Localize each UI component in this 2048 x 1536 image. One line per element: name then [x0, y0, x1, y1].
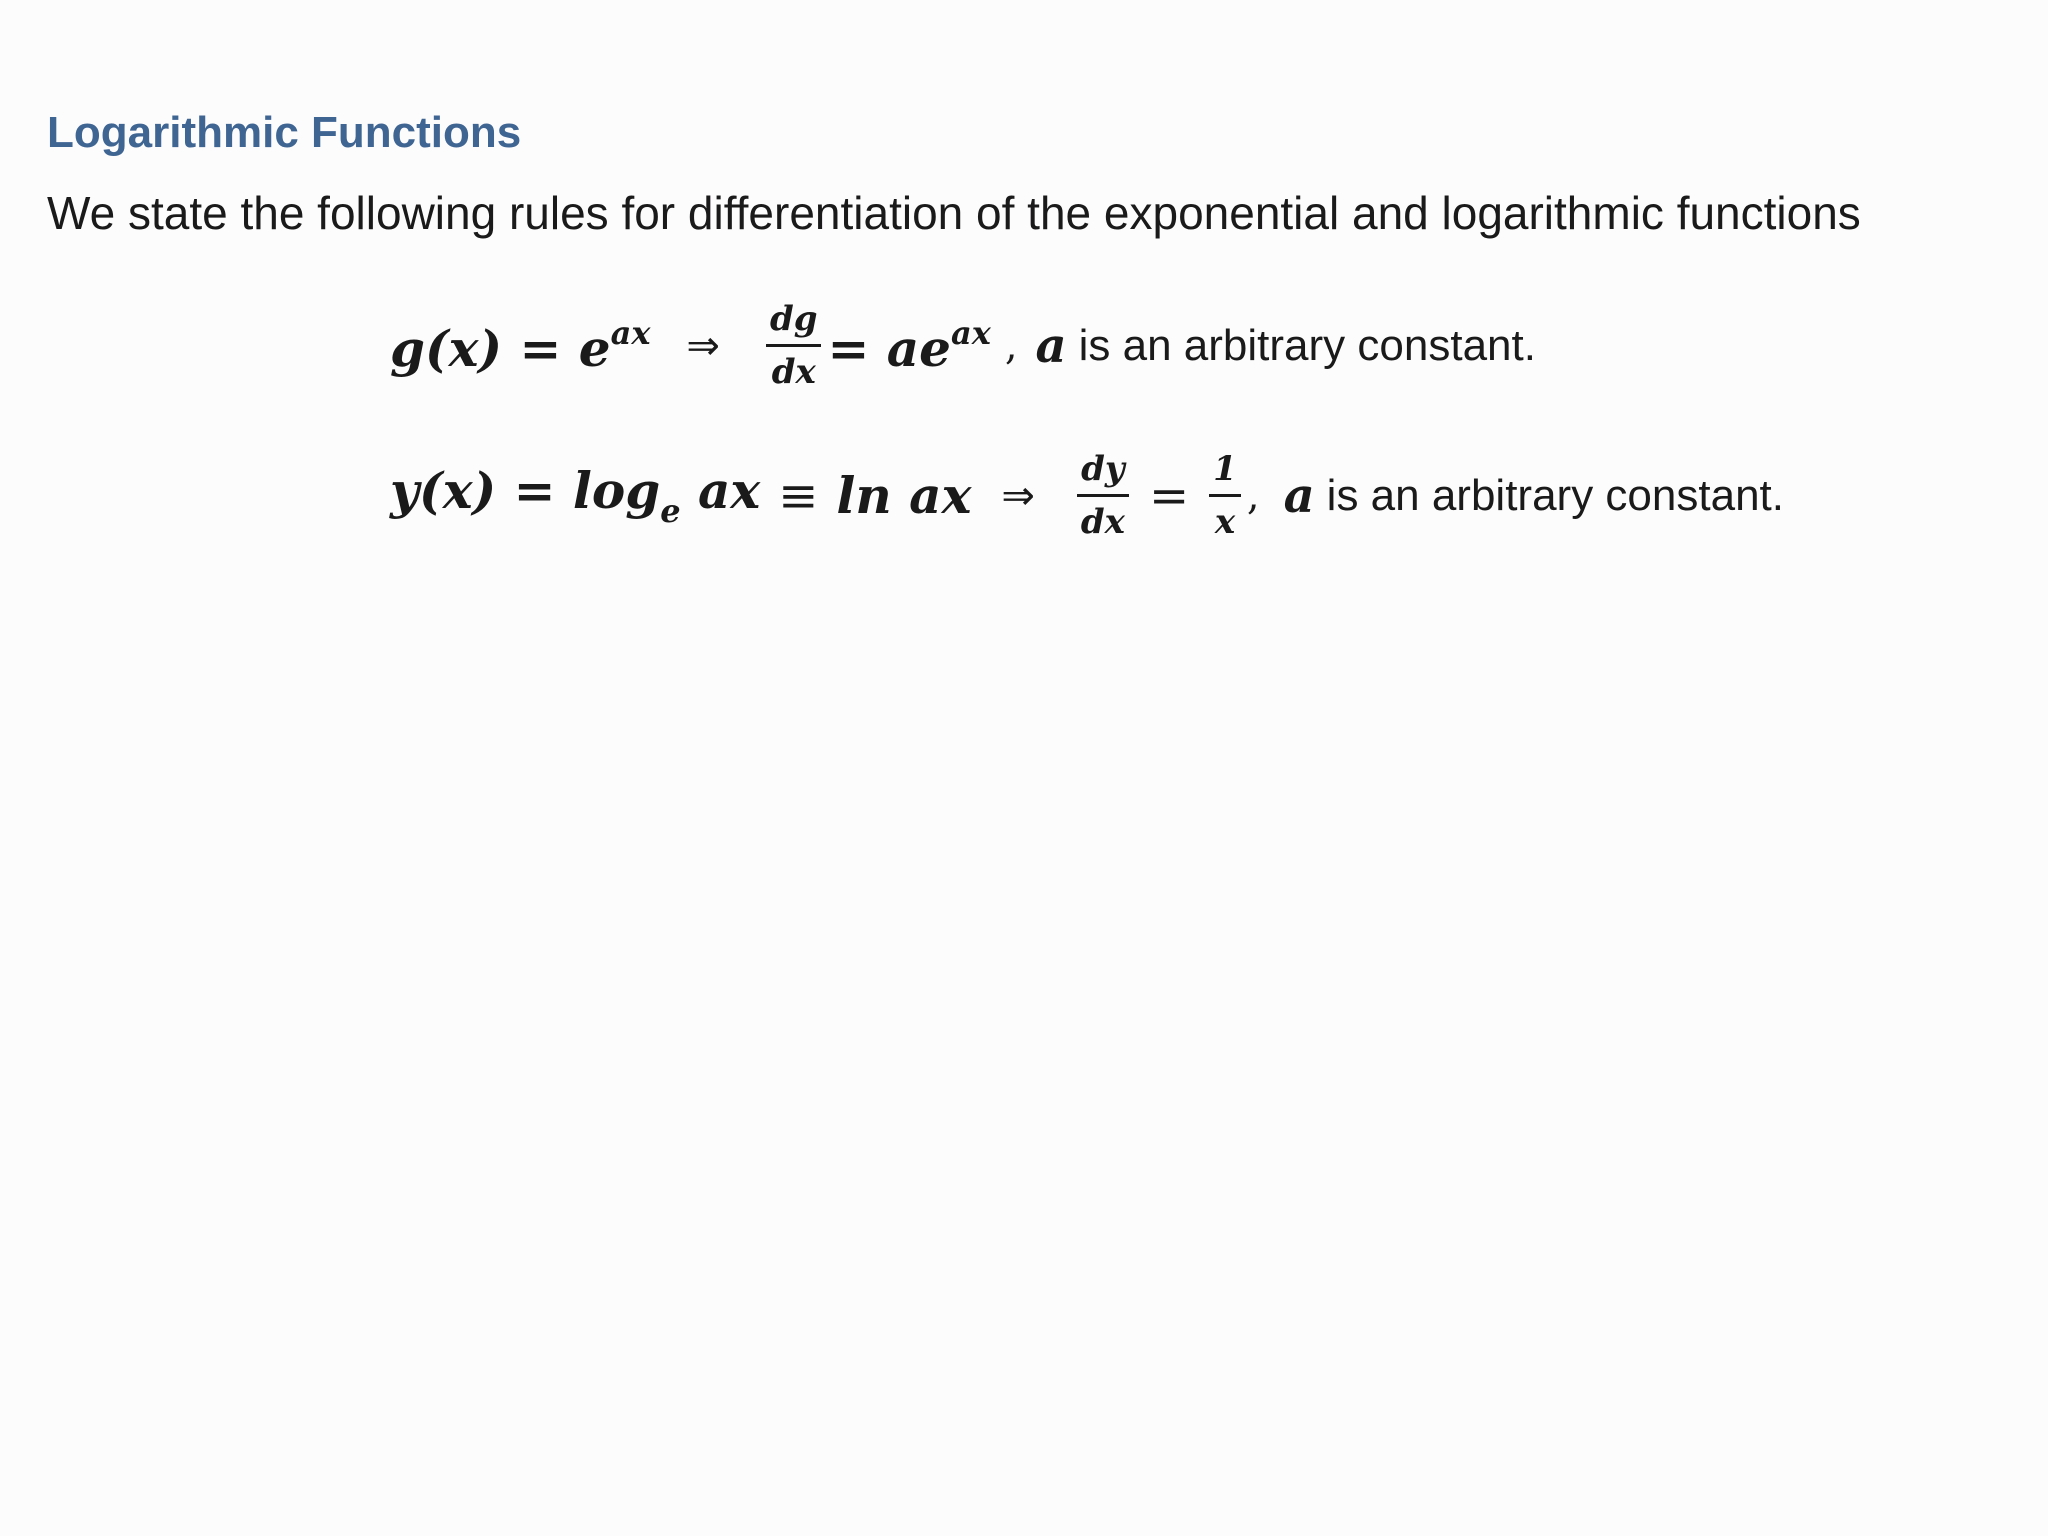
eq2-lhs: $y(x) = \log_e$ ax [390, 461, 761, 530]
eq2-reciprocal-fraction [1209, 449, 1241, 542]
eq1-frac-denominator: dx [771, 352, 816, 392]
eq2-frac-numerator: dy [1077, 452, 1129, 497]
eq2-implies-arrow: ⇒ [1001, 472, 1035, 519]
eq2-equals: = [1148, 467, 1190, 524]
eq2-comma: , [1246, 472, 1260, 519]
eq2-derivative-fraction [1077, 449, 1129, 542]
eq1-lhs: $g(x) = e^{ax}$ [390, 313, 651, 378]
eq1-rhs: = $ae^{ax}$ [827, 313, 991, 378]
eq2-constant-var: a [1283, 467, 1315, 524]
eq2-frac2-denominator: x [1214, 502, 1236, 542]
eq2-ln: ln ax [836, 466, 972, 525]
eq2-description: is an arbitrary constant. [1326, 470, 1784, 520]
equation-logarithmic [390, 449, 1784, 542]
eq1-frac-numerator: dg [766, 302, 822, 347]
intro-paragraph: We state the following rules for differentiation of the exponential and logarithmic functions [47, 187, 1861, 239]
equation-exponential [390, 299, 1536, 392]
eq1-comma: , [1004, 322, 1018, 369]
eq1-description: is an arbitrary constant. [1078, 320, 1536, 370]
eq1-derivative-fraction [766, 299, 822, 392]
eq2-equiv-symbol: ≡ [778, 467, 819, 524]
eq1-implies-arrow: ⇒ [686, 322, 720, 369]
eq1-constant-var: a [1035, 317, 1067, 374]
eq2-frac2-numerator: 1 [1209, 452, 1241, 497]
section-heading: Logarithmic Functions [47, 108, 522, 157]
eq2-frac-denominator: dx [1080, 502, 1125, 542]
